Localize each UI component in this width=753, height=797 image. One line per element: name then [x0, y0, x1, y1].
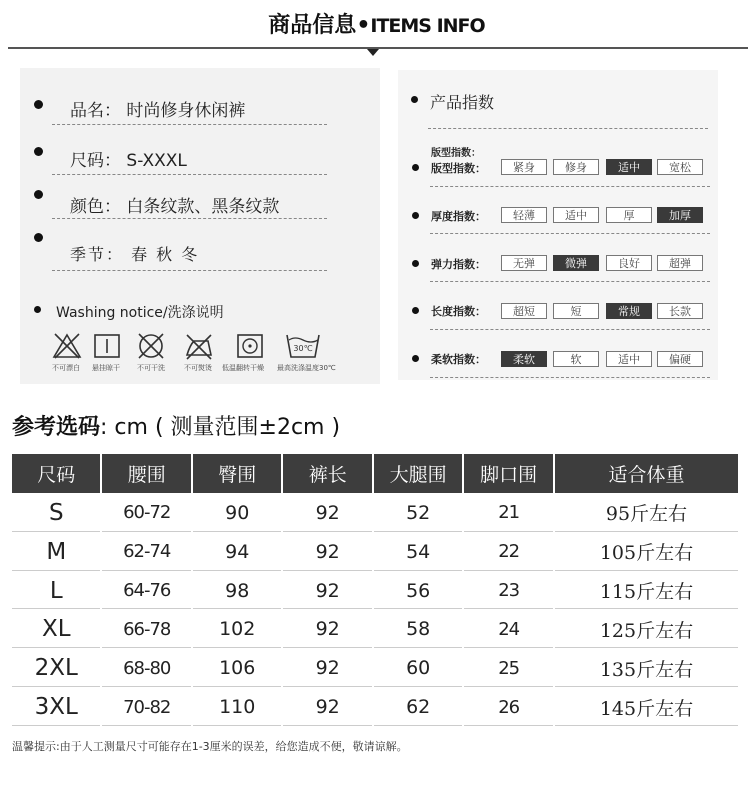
cell-hem: 21 [464, 495, 552, 532]
info-name: 品名： 时尚修身休闲裤 [70, 101, 246, 121]
product-index-title: 产品指数 [430, 93, 495, 112]
divider [52, 124, 327, 125]
fit-option-1: 紧身 [501, 159, 547, 175]
softness-option-4: 偏硬 [657, 351, 703, 367]
hang-dry-icon [92, 331, 122, 361]
table-row [12, 689, 738, 726]
divider [430, 233, 710, 234]
cell-thigh: 56 [374, 573, 462, 610]
fit-option-3-selected: 适中 [606, 159, 652, 175]
cell-size: L [12, 573, 100, 610]
col-size: 尺码 [12, 454, 100, 493]
wash-temp-label: 30℃ [293, 344, 313, 353]
bullet-icon [412, 355, 419, 362]
elasticity-option-2-selected: 微弹 [553, 255, 599, 271]
table-row [12, 650, 738, 687]
softness-option-1-selected: 柔软 [501, 351, 547, 367]
no-bleach-icon [52, 331, 82, 361]
length-option-4: 长款 [657, 303, 703, 319]
no-iron-icon [184, 331, 214, 361]
tumble-dry-low-icon [235, 331, 265, 361]
divider [52, 270, 327, 271]
fit-option-2: 修身 [553, 159, 599, 175]
cell-weight: 145斤左右 [555, 689, 738, 726]
bullet-icon [34, 100, 43, 109]
cell-length: 92 [283, 495, 371, 532]
cell-size: 3XL [12, 689, 100, 726]
table-row [12, 611, 738, 648]
cell-weight: 135斤左右 [555, 650, 738, 687]
index-label-softness: 柔软指数： [431, 353, 486, 366]
cell-length: 92 [283, 689, 371, 726]
elasticity-option-4: 超弹 [657, 255, 703, 271]
softness-option-2: 软 [553, 351, 599, 367]
length-option-3-selected: 常规 [606, 303, 652, 319]
cell-length: 92 [283, 650, 371, 687]
softness-option-3: 适中 [606, 351, 652, 367]
measurement-tip: 温馨提示:由于人工测量尺寸可能存在1-3厘米的误差，给您造成不便，敬请谅解。 [12, 740, 408, 753]
cell-hip: 102 [193, 611, 281, 648]
index-label-thickness: 厚度指数： [431, 210, 486, 223]
cell-length: 92 [283, 573, 371, 610]
cell-hem: 25 [464, 650, 552, 687]
divider [430, 329, 710, 330]
thickness-option-4-selected: 加厚 [657, 207, 703, 223]
divider [430, 281, 710, 282]
cell-thigh: 52 [374, 495, 462, 532]
cell-hem: 26 [464, 689, 552, 726]
bullet-icon [34, 306, 41, 313]
no-dry-clean-icon [136, 331, 166, 361]
cell-hem: 22 [464, 534, 552, 571]
title-cn: 商品信息 [268, 13, 357, 38]
size-chart-title-bold: 参考选码 [12, 415, 101, 440]
cell-weight: 105斤左右 [555, 534, 738, 571]
cell-hip: 106 [193, 650, 281, 687]
info-size: 尺码： S-XXXL [70, 151, 187, 171]
divider [430, 377, 710, 378]
cell-weight: 115斤左右 [555, 573, 738, 610]
bullet-icon [412, 260, 419, 267]
table-row [12, 573, 738, 610]
product-index-panel [398, 70, 718, 380]
cell-hip: 98 [193, 573, 281, 610]
wash-caption: 不可干洗 [137, 364, 165, 372]
cell-size: 2XL [12, 650, 100, 687]
cell-waist: 68-80 [102, 650, 190, 687]
cell-length: 92 [283, 611, 371, 648]
thickness-option-1: 轻薄 [501, 207, 547, 223]
index-label-fit: 版型指数： [431, 162, 486, 175]
bullet-icon [412, 307, 419, 314]
cell-size: S [12, 495, 100, 532]
elasticity-option-1: 无弹 [501, 255, 547, 271]
title-bullet: • [356, 13, 371, 38]
wash-caption: 不可漂白 [52, 364, 80, 372]
cell-thigh: 54 [374, 534, 462, 571]
col-hip: 臀围 [193, 454, 281, 493]
cell-size: XL [12, 611, 100, 648]
cell-waist: 64-76 [102, 573, 190, 610]
bullet-icon [411, 96, 418, 103]
col-waist: 腰围 [102, 454, 190, 493]
cell-weight: 125斤左右 [555, 611, 738, 648]
thickness-option-3: 厚 [606, 207, 652, 223]
cell-waist: 60-72 [102, 495, 190, 532]
table-header-row [12, 454, 738, 493]
index-label-elasticity: 弹力指数： [431, 258, 486, 271]
col-thigh: 大腿围 [374, 454, 462, 493]
bullet-icon [34, 147, 43, 156]
cell-thigh: 62 [374, 689, 462, 726]
washing-title: Washing notice/洗涤说明 [56, 305, 224, 321]
fit-option-4: 宽松 [657, 159, 703, 175]
wash-caption: 悬挂晾干 [92, 364, 120, 372]
cell-hem: 24 [464, 611, 552, 648]
cell-weight: 95斤左右 [555, 495, 738, 532]
elasticity-option-3: 良好 [606, 255, 652, 271]
cell-thigh: 58 [374, 611, 462, 648]
cell-length: 92 [283, 534, 371, 571]
thickness-option-2: 适中 [553, 207, 599, 223]
cell-waist: 62-74 [102, 534, 190, 571]
wash-caption: 低温翻转干燥 [222, 364, 264, 372]
wash-caption: 不可熨烫 [184, 364, 212, 372]
cell-hip: 94 [193, 534, 281, 571]
col-weight: 适合体重 [555, 454, 738, 493]
col-hem: 脚口围 [464, 454, 552, 493]
cell-hip: 110 [193, 689, 281, 726]
length-option-2: 短 [553, 303, 599, 319]
bullet-icon [34, 190, 43, 199]
bullet-icon [34, 233, 43, 242]
cell-size: M [12, 534, 100, 571]
bullet-icon [412, 212, 419, 219]
page-title [0, 8, 753, 39]
cell-waist: 70-82 [102, 689, 190, 726]
size-chart-title-unit: : cm ( 测量范围±2cm ) [100, 415, 341, 440]
wash-caption: 最高洗涤温度30℃ [277, 364, 336, 372]
col-length: 裤长 [283, 454, 371, 493]
table-row [12, 495, 738, 532]
divider [428, 128, 708, 129]
size-chart-title [12, 410, 340, 441]
divider [52, 174, 327, 175]
cell-waist: 66-78 [102, 611, 190, 648]
cell-hem: 23 [464, 573, 552, 610]
info-color: 颜色： 白条纹款、黑条纹款 [70, 197, 280, 217]
divider [430, 186, 710, 187]
title-en: ITEMS INFO [370, 15, 485, 37]
length-option-1: 超短 [501, 303, 547, 319]
index-label-length: 长度指数： [431, 305, 486, 318]
index-sublabel: 版型指数： [431, 148, 481, 159]
info-season: 季节： 春 秋 冬 [70, 245, 200, 264]
wash-30-icon [285, 331, 321, 361]
divider [52, 218, 327, 219]
cell-hip: 90 [193, 495, 281, 532]
size-chart-table [10, 452, 740, 728]
cell-thigh: 60 [374, 650, 462, 687]
bullet-icon [412, 164, 419, 171]
caret-down-icon [367, 49, 379, 56]
table-row [12, 534, 738, 571]
